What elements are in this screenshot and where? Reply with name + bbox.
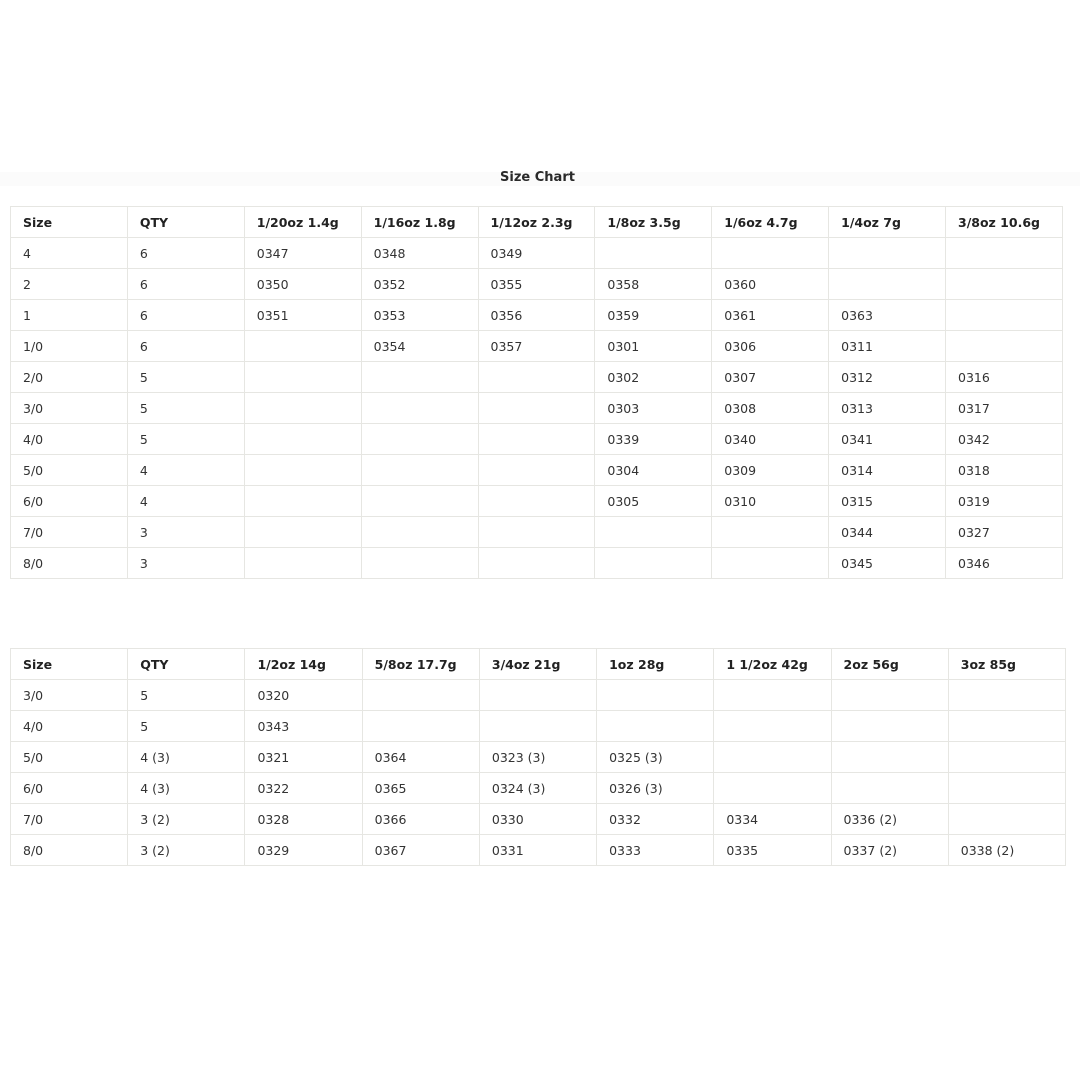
size-cell: 5/0 xyxy=(11,455,128,486)
item-code-cell: 0339 xyxy=(595,424,712,455)
item-code-cell xyxy=(948,773,1065,804)
item-code-cell: 0304 xyxy=(595,455,712,486)
item-code-cell xyxy=(829,269,946,300)
item-code-cell: 0346 xyxy=(946,548,1063,579)
item-code-cell: 0323 (3) xyxy=(479,742,596,773)
table-row xyxy=(11,424,1063,455)
size-cell: 2 xyxy=(11,269,128,300)
item-code-cell xyxy=(244,455,361,486)
size-cell: 3/0 xyxy=(11,680,128,711)
item-code-cell xyxy=(595,238,712,269)
item-code-cell: 0333 xyxy=(597,835,714,866)
item-code-cell: 0311 xyxy=(829,331,946,362)
item-code-cell xyxy=(948,804,1065,835)
item-code-cell xyxy=(831,773,948,804)
size-cell: 6/0 xyxy=(11,773,128,804)
item-code-cell: 0317 xyxy=(946,393,1063,424)
size-cell: 7/0 xyxy=(11,517,128,548)
item-code-cell: 0363 xyxy=(829,300,946,331)
qty-cell: 6 xyxy=(127,331,244,362)
item-code-cell xyxy=(831,711,948,742)
item-code-cell: 0316 xyxy=(946,362,1063,393)
item-code-cell xyxy=(714,742,831,773)
size-cell: 4/0 xyxy=(11,711,128,742)
item-code-cell xyxy=(948,742,1065,773)
item-code-cell xyxy=(244,548,361,579)
item-code-cell: 0313 xyxy=(829,393,946,424)
item-code-cell: 0356 xyxy=(478,300,595,331)
item-code-cell: 0359 xyxy=(595,300,712,331)
table-row xyxy=(11,238,1063,269)
item-code-cell: 0366 xyxy=(362,804,479,835)
size-cell: 8/0 xyxy=(11,835,128,866)
item-code-cell xyxy=(946,269,1063,300)
item-code-cell: 0345 xyxy=(829,548,946,579)
item-code-cell xyxy=(946,331,1063,362)
item-code-cell: 0352 xyxy=(361,269,478,300)
table-header-row xyxy=(11,649,1066,680)
item-code-cell xyxy=(479,711,596,742)
item-code-cell xyxy=(829,238,946,269)
item-code-cell: 0318 xyxy=(946,455,1063,486)
item-code-cell: 0348 xyxy=(361,238,478,269)
item-code-cell xyxy=(597,711,714,742)
column-header: 1/4oz 7g xyxy=(829,207,946,238)
item-code-cell xyxy=(948,680,1065,711)
item-code-cell xyxy=(478,548,595,579)
column-header: 1/8oz 3.5g xyxy=(595,207,712,238)
qty-cell: 5 xyxy=(128,711,245,742)
qty-cell: 4 (3) xyxy=(128,773,245,804)
table-row xyxy=(11,486,1063,517)
qty-cell: 4 xyxy=(127,486,244,517)
item-code-cell: 0335 xyxy=(714,835,831,866)
table-row xyxy=(11,742,1066,773)
item-code-cell xyxy=(714,711,831,742)
item-code-cell: 0357 xyxy=(478,331,595,362)
item-code-cell xyxy=(244,362,361,393)
item-code-cell: 0303 xyxy=(595,393,712,424)
size-cell: 1 xyxy=(11,300,128,331)
item-code-cell: 0325 (3) xyxy=(597,742,714,773)
table-row xyxy=(11,835,1066,866)
column-header: QTY xyxy=(127,207,244,238)
qty-cell: 6 xyxy=(127,238,244,269)
item-code-cell: 0364 xyxy=(362,742,479,773)
item-code-cell xyxy=(244,393,361,424)
column-header: 1/12oz 2.3g xyxy=(478,207,595,238)
item-code-cell xyxy=(831,742,948,773)
item-code-cell: 0312 xyxy=(829,362,946,393)
item-code-cell xyxy=(478,362,595,393)
size-cell: 7/0 xyxy=(11,804,128,835)
item-code-cell: 0301 xyxy=(595,331,712,362)
item-code-cell xyxy=(946,238,1063,269)
size-cell: 5/0 xyxy=(11,742,128,773)
item-code-cell: 0342 xyxy=(946,424,1063,455)
item-code-cell: 0321 xyxy=(245,742,362,773)
item-code-cell xyxy=(712,517,829,548)
item-code-cell xyxy=(244,331,361,362)
item-code-cell: 0319 xyxy=(946,486,1063,517)
item-code-cell xyxy=(362,711,479,742)
item-code-cell xyxy=(478,517,595,548)
item-code-cell xyxy=(478,393,595,424)
item-code-cell xyxy=(712,548,829,579)
item-code-cell xyxy=(361,424,478,455)
item-code-cell xyxy=(361,548,478,579)
item-code-cell xyxy=(946,300,1063,331)
size-cell: 6/0 xyxy=(11,486,128,517)
table-row xyxy=(11,362,1063,393)
item-code-cell xyxy=(948,711,1065,742)
item-code-cell: 0308 xyxy=(712,393,829,424)
item-code-cell xyxy=(361,455,478,486)
item-code-cell: 0327 xyxy=(946,517,1063,548)
item-code-cell: 0322 xyxy=(245,773,362,804)
item-code-cell: 0354 xyxy=(361,331,478,362)
table-row xyxy=(11,773,1066,804)
column-header: 1 1/2oz 42g xyxy=(714,649,831,680)
size-cell: 4 xyxy=(11,238,128,269)
item-code-cell xyxy=(244,486,361,517)
item-code-cell: 0337 (2) xyxy=(831,835,948,866)
qty-cell: 6 xyxy=(127,300,244,331)
item-code-cell xyxy=(478,486,595,517)
item-code-cell xyxy=(244,517,361,548)
item-code-cell xyxy=(361,517,478,548)
qty-cell: 6 xyxy=(127,269,244,300)
qty-cell: 4 (3) xyxy=(128,742,245,773)
item-code-cell: 0361 xyxy=(712,300,829,331)
qty-cell: 3 (2) xyxy=(128,835,245,866)
item-code-cell xyxy=(714,680,831,711)
table-row xyxy=(11,269,1063,300)
item-code-cell: 0336 (2) xyxy=(831,804,948,835)
size-chart-table-heavy xyxy=(10,648,1066,866)
item-code-cell: 0343 xyxy=(245,711,362,742)
item-code-cell: 0365 xyxy=(362,773,479,804)
item-code-cell: 0314 xyxy=(829,455,946,486)
item-code-cell: 0358 xyxy=(595,269,712,300)
item-code-cell xyxy=(244,424,361,455)
table-row xyxy=(11,548,1063,579)
column-header: 3/4oz 21g xyxy=(479,649,596,680)
item-code-cell: 0320 xyxy=(245,680,362,711)
qty-cell: 5 xyxy=(127,362,244,393)
item-code-cell: 0315 xyxy=(829,486,946,517)
qty-cell: 3 xyxy=(127,548,244,579)
item-code-cell: 0338 (2) xyxy=(948,835,1065,866)
qty-cell: 3 xyxy=(127,517,244,548)
item-code-cell: 0332 xyxy=(597,804,714,835)
item-code-cell: 0351 xyxy=(244,300,361,331)
item-code-cell: 0328 xyxy=(245,804,362,835)
qty-cell: 3 (2) xyxy=(128,804,245,835)
column-header: Size xyxy=(11,649,128,680)
item-code-cell: 0344 xyxy=(829,517,946,548)
column-header: 3/8oz 10.6g xyxy=(946,207,1063,238)
item-code-cell: 0309 xyxy=(712,455,829,486)
item-code-cell: 0310 xyxy=(712,486,829,517)
table-row xyxy=(11,711,1066,742)
item-code-cell xyxy=(479,680,596,711)
item-code-cell: 0355 xyxy=(478,269,595,300)
table-row xyxy=(11,331,1063,362)
column-header: 1/2oz 14g xyxy=(245,649,362,680)
page-title: Size Chart xyxy=(500,170,575,185)
item-code-cell xyxy=(361,362,478,393)
item-code-cell: 0307 xyxy=(712,362,829,393)
column-header: QTY xyxy=(128,649,245,680)
item-code-cell: 0349 xyxy=(478,238,595,269)
size-cell: 3/0 xyxy=(11,393,128,424)
item-code-cell: 0329 xyxy=(245,835,362,866)
item-code-cell xyxy=(595,517,712,548)
item-code-cell xyxy=(712,238,829,269)
column-header: 1/6oz 4.7g xyxy=(712,207,829,238)
size-cell: 1/0 xyxy=(11,331,128,362)
column-header: 3oz 85g xyxy=(948,649,1065,680)
table-row xyxy=(11,393,1063,424)
size-cell: 4/0 xyxy=(11,424,128,455)
item-code-cell: 0347 xyxy=(244,238,361,269)
table-row xyxy=(11,680,1066,711)
column-header: 2oz 56g xyxy=(831,649,948,680)
item-code-cell: 0353 xyxy=(361,300,478,331)
item-code-cell xyxy=(478,455,595,486)
item-code-cell xyxy=(361,393,478,424)
item-code-cell: 0334 xyxy=(714,804,831,835)
size-cell: 8/0 xyxy=(11,548,128,579)
column-header: 1/16oz 1.8g xyxy=(361,207,478,238)
table-row xyxy=(11,300,1063,331)
column-header: 1oz 28g xyxy=(597,649,714,680)
item-code-cell: 0360 xyxy=(712,269,829,300)
item-code-cell: 0367 xyxy=(362,835,479,866)
item-code-cell xyxy=(714,773,831,804)
item-code-cell xyxy=(361,486,478,517)
table-row xyxy=(11,517,1063,548)
size-cell: 2/0 xyxy=(11,362,128,393)
item-code-cell: 0350 xyxy=(244,269,361,300)
table-row xyxy=(11,455,1063,486)
item-code-cell: 0302 xyxy=(595,362,712,393)
qty-cell: 5 xyxy=(127,424,244,455)
table-row xyxy=(11,804,1066,835)
item-code-cell: 0326 (3) xyxy=(597,773,714,804)
size-chart-table-light xyxy=(10,206,1063,579)
item-code-cell: 0340 xyxy=(712,424,829,455)
item-code-cell: 0324 (3) xyxy=(479,773,596,804)
table-header-row xyxy=(11,207,1063,238)
item-code-cell: 0330 xyxy=(479,804,596,835)
item-code-cell: 0306 xyxy=(712,331,829,362)
item-code-cell: 0341 xyxy=(829,424,946,455)
item-code-cell xyxy=(595,548,712,579)
item-code-cell: 0331 xyxy=(479,835,596,866)
column-header: 5/8oz 17.7g xyxy=(362,649,479,680)
qty-cell: 5 xyxy=(128,680,245,711)
column-header: Size xyxy=(11,207,128,238)
item-code-cell xyxy=(831,680,948,711)
item-code-cell xyxy=(597,680,714,711)
item-code-cell xyxy=(478,424,595,455)
qty-cell: 4 xyxy=(127,455,244,486)
item-code-cell xyxy=(362,680,479,711)
qty-cell: 5 xyxy=(127,393,244,424)
item-code-cell: 0305 xyxy=(595,486,712,517)
column-header: 1/20oz 1.4g xyxy=(244,207,361,238)
